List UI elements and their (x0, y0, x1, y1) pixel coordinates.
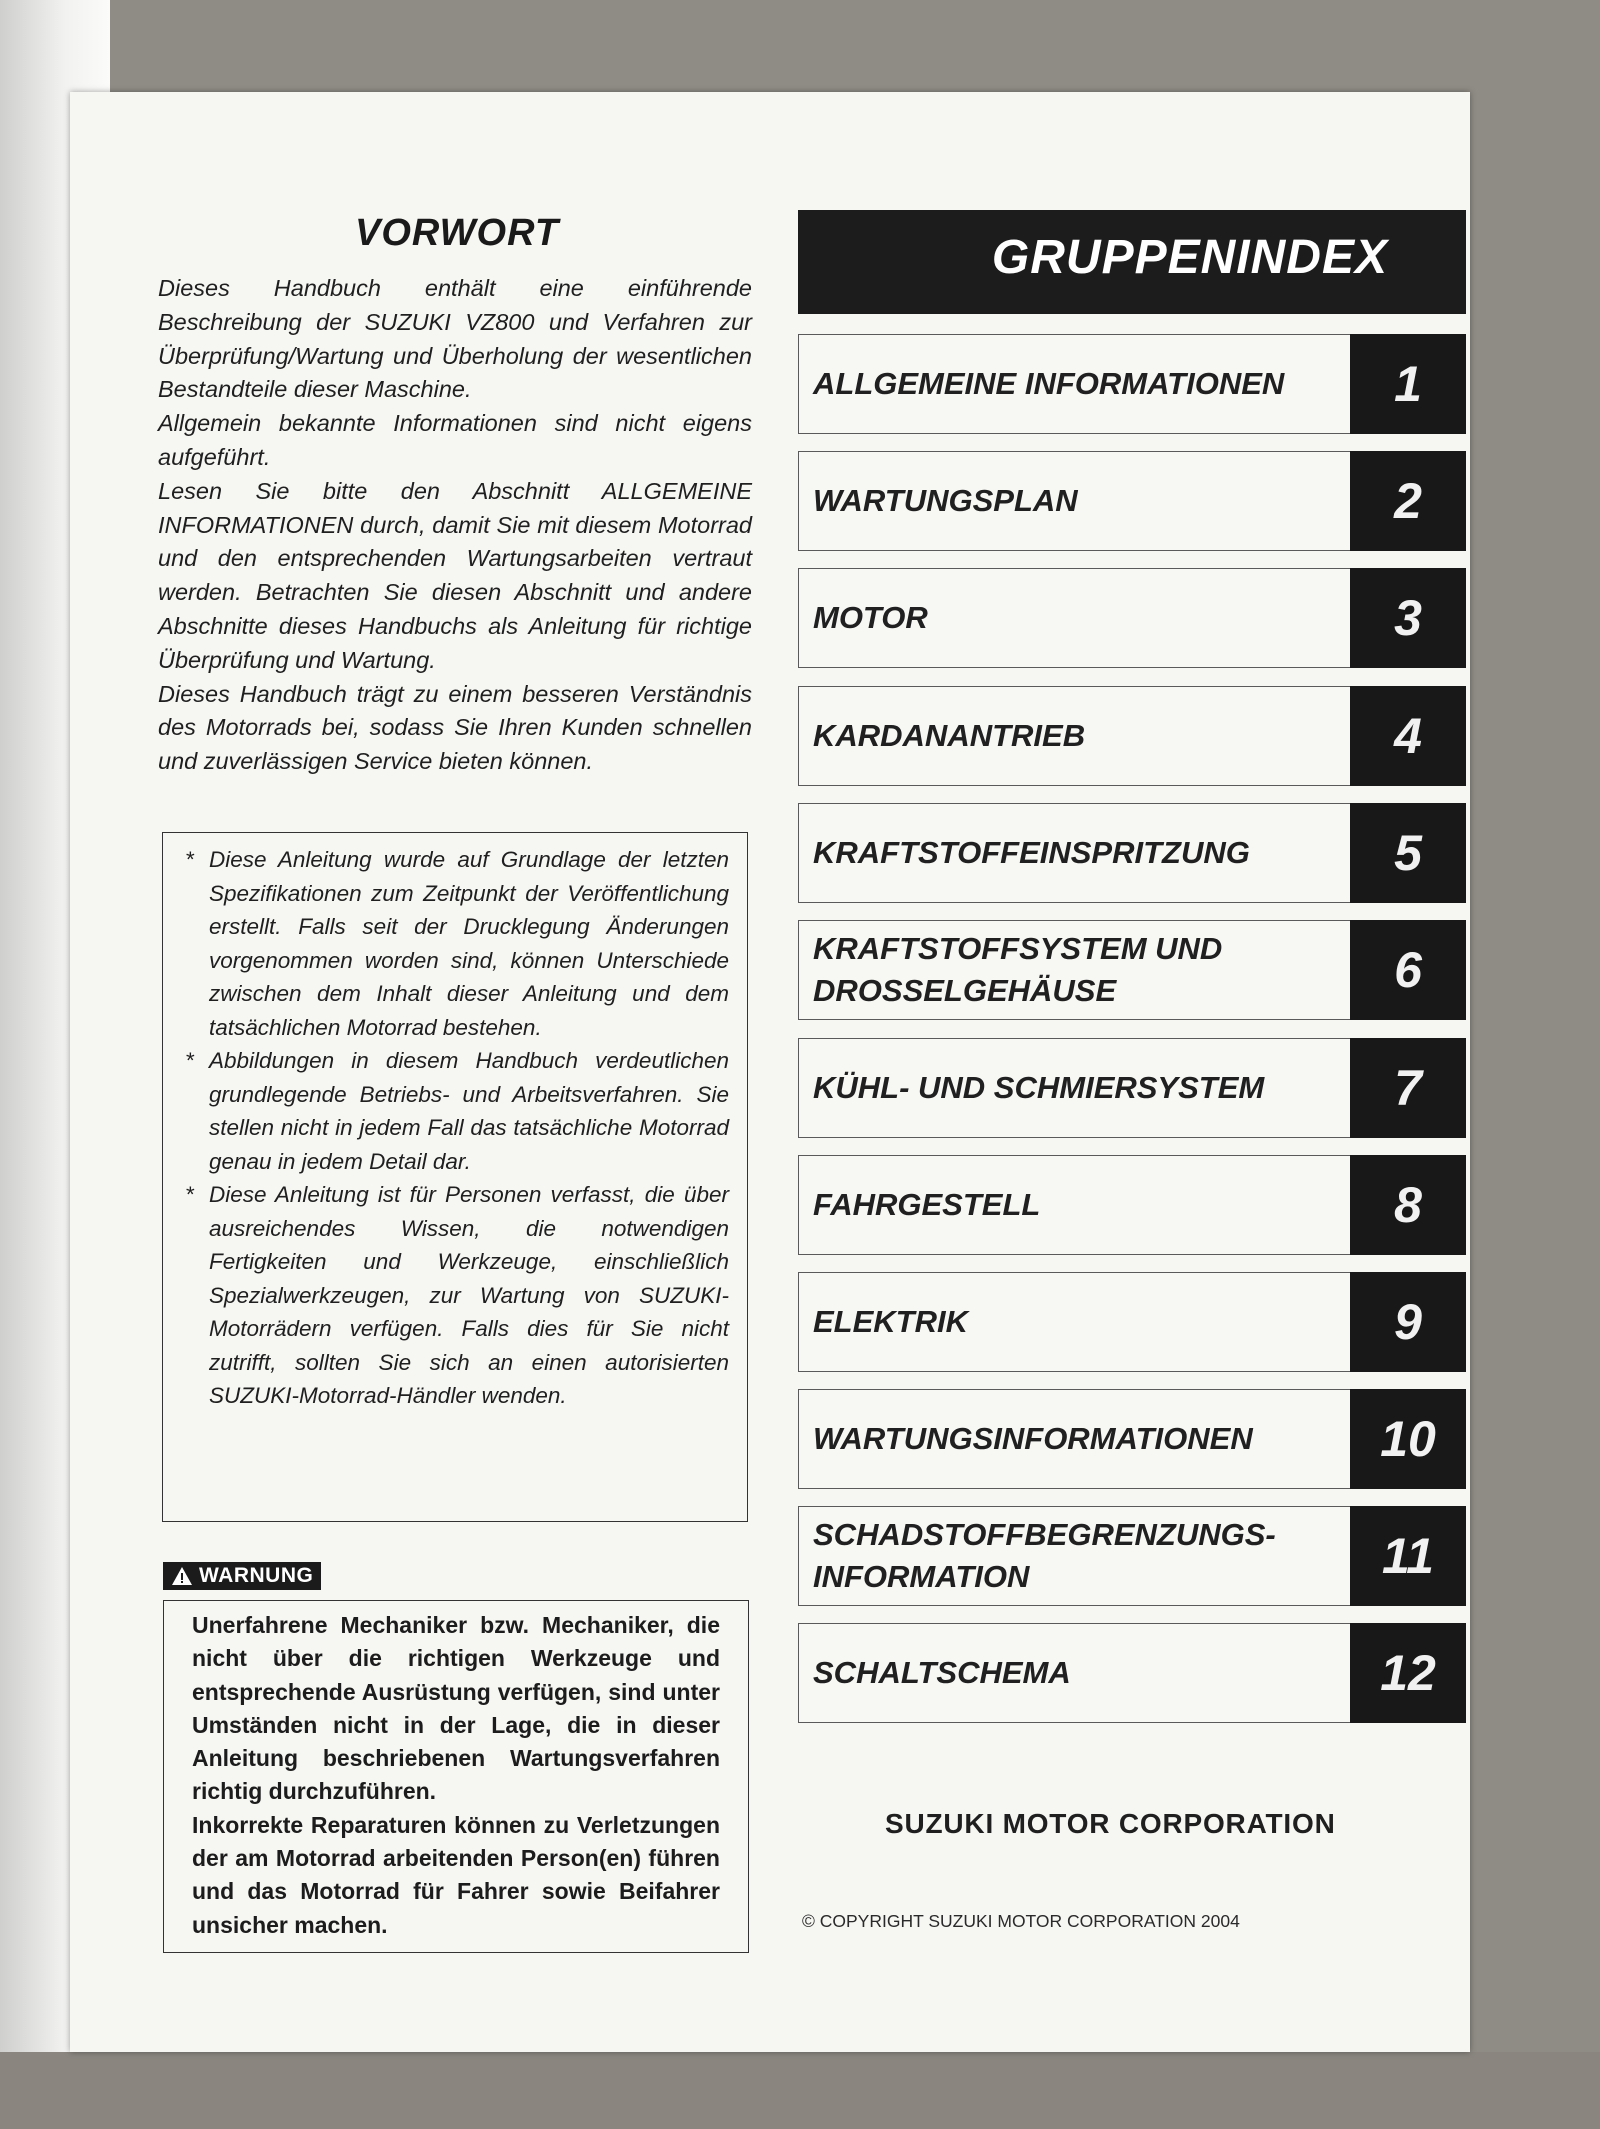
index-tab-5[interactable] (798, 803, 1466, 907)
copyright-notice: © COPYRIGHT SUZUKI MOTOR CORPORATION 2004 (802, 1911, 1240, 1931)
index-tab-number: 8 (1350, 1155, 1466, 1255)
index-tab-2[interactable] (798, 451, 1466, 555)
index-tab-label: WARTUNGSINFORMATIONEN (798, 1389, 1350, 1489)
index-tab-number: 9 (1350, 1272, 1466, 1372)
group-index-header (798, 210, 1466, 314)
index-tab-10[interactable] (798, 1389, 1466, 1493)
asterisk-icon: * (185, 1182, 194, 1207)
index-tab-label: KRAFTSTOFFEINSPRITZUNG (798, 803, 1350, 903)
index-tab-9[interactable] (798, 1272, 1466, 1376)
index-tab-number: 3 (1350, 568, 1466, 668)
note-text: Diese Anleitung ist für Personen verfasst, die über ausreichendes Wissen, die notwendigen Fertigkeiten und Werkzeuge, einschließlich Spezialwerkzeugen, zur Wartung von SUZUKI-Motorrädern verfügen. Falls dies für Sie nicht zutrifft, sollten Sie sich an einen autorisierten SUZUKI-Motorrad-Händler wenden. (209, 1182, 729, 1408)
company-name: SUZUKI MOTOR CORPORATION (885, 1808, 1336, 1839)
asterisk-icon: * (185, 1048, 194, 1073)
index-tab-7[interactable] (798, 1038, 1466, 1142)
vorwort-intro (158, 272, 752, 779)
notes-list (181, 843, 729, 1413)
index-tab-number: 7 (1350, 1038, 1466, 1138)
vorwort-title: VORWORT (355, 212, 560, 254)
note-text: Abbildungen in diesem Handbuch verdeutlichen grundlegende Betriebs- und Arbeitsverfahren. Sie stellen nicht in jedem Fall das tatsächliche Motorrad genau in jedem Detail dar. (209, 1048, 729, 1174)
warning-box (163, 1600, 749, 1953)
intro-paragraph: Allgemein bekannte Informationen sind nicht eigens aufgeführt. (158, 410, 752, 470)
index-tab-label: KRAFTSTOFFSYSTEM UND DROSSELGEHÄUSE (798, 920, 1278, 1020)
index-tab-3[interactable] (798, 568, 1466, 672)
warning-text (192, 1609, 720, 1942)
index-tab-6[interactable] (798, 920, 1466, 1024)
index-tab-4[interactable] (798, 686, 1466, 790)
index-tab-label: MOTOR (798, 568, 1350, 668)
index-tab-number: 6 (1350, 920, 1466, 1020)
note-item (181, 1178, 729, 1413)
index-tab-11[interactable] (798, 1506, 1466, 1610)
index-tab-label: KÜHL- UND SCHMIERSYSTEM (798, 1038, 1350, 1138)
warning-label-text: WARNUNG (199, 1564, 314, 1587)
index-tab-8[interactable] (798, 1155, 1466, 1259)
intro-paragraph: Dieses Handbuch trägt zu einem besseren Verständnis des Motorrads bei, sodass Sie Ihren Kunden schnellen und zuverlässigen Service bieten können. (158, 680, 752, 775)
group-index-title: GRUPPENINDEX (991, 231, 1388, 284)
index-tab-label: SCHADSTOFFBEGRENZUNGS-INFORMATION (798, 1506, 1278, 1606)
index-tab-label-filler (1278, 1506, 1350, 1606)
index-tab-number: 1 (1350, 334, 1466, 434)
intro-paragraph: Dieses Handbuch enthält eine einführende Beschreibung der SUZUKI VZ800 und Verfahren zur Überprüfung/Wartung und Überholung der wesentlichen Bestandteile dieser Maschine. (158, 275, 752, 403)
warning-label (163, 1562, 321, 1590)
index-tab-label: ELEKTRIK (798, 1272, 1350, 1372)
index-tab-label: WARTUNGSPLAN (798, 451, 1350, 551)
note-text: Diese Anleitung wurde auf Grundlage der letzten Spezifikationen zum Zeitpunkt der Veröffentlichung erstellt. Falls seit der Drucklegung Änderungen vorgenommen worden sind, können Unterschiede zwischen dem Inhalt dieser Anleitung und dem tatsächlichen Motorrad bestehen. (209, 847, 729, 1040)
index-tab-label: SCHALTSCHEMA (798, 1623, 1350, 1723)
notes-box (162, 832, 748, 1522)
index-tab-number: 10 (1350, 1389, 1466, 1489)
intro-paragraph: Lesen Sie bitte den Abschnitt ALLGEMEINE INFORMATIONEN durch, damit Sie mit diesem Motorrad und den entsprechenden Wartungsarbeiten vertraut werden. Betrachten Sie diesen Abschnitt und andere Abschnitte dieses Handbuchs als Anleitung für richtige Überprüfung und Wartung. (158, 477, 752, 673)
index-tab-number: 12 (1350, 1623, 1466, 1723)
index-tab-label: ALLGEMEINE INFORMATIONEN (798, 334, 1350, 434)
note-item (181, 1044, 729, 1178)
index-tab-label: FAHRGESTELL (798, 1155, 1350, 1255)
index-tab-number: 4 (1350, 686, 1466, 786)
index-tab-number: 11 (1350, 1506, 1466, 1606)
warning-paragraph: Inkorrekte Reparaturen können zu Verletzungen der am Motorrad arbeitenden Person(en) führen und das Motorrad für Fahrer sowie Beifahrer unsicher machen. (192, 1811, 720, 1938)
index-tab-number: 5 (1350, 803, 1466, 903)
index-tab-number: 2 (1350, 451, 1466, 551)
table-surface (0, 2052, 1600, 2129)
note-item (181, 843, 729, 1044)
index-tab-label: KARDANANTRIEB (798, 686, 1350, 786)
index-tab-12[interactable] (798, 1623, 1466, 1727)
warning-triangle-icon (171, 1566, 193, 1586)
warning-paragraph: Unerfahrene Mechaniker bzw. Mechaniker, die nicht über die richtigen Werkzeuge und entsprechende Ausrüstung verfügen, sind unter Umständen nicht in der Lage, die in dieser Anleitung beschriebenen Wartungsverfahren richtig durchzuführen. (192, 1612, 720, 1805)
asterisk-icon: * (185, 847, 194, 872)
index-tab-label-filler (1278, 920, 1350, 1020)
index-tab-1[interactable] (798, 334, 1466, 438)
